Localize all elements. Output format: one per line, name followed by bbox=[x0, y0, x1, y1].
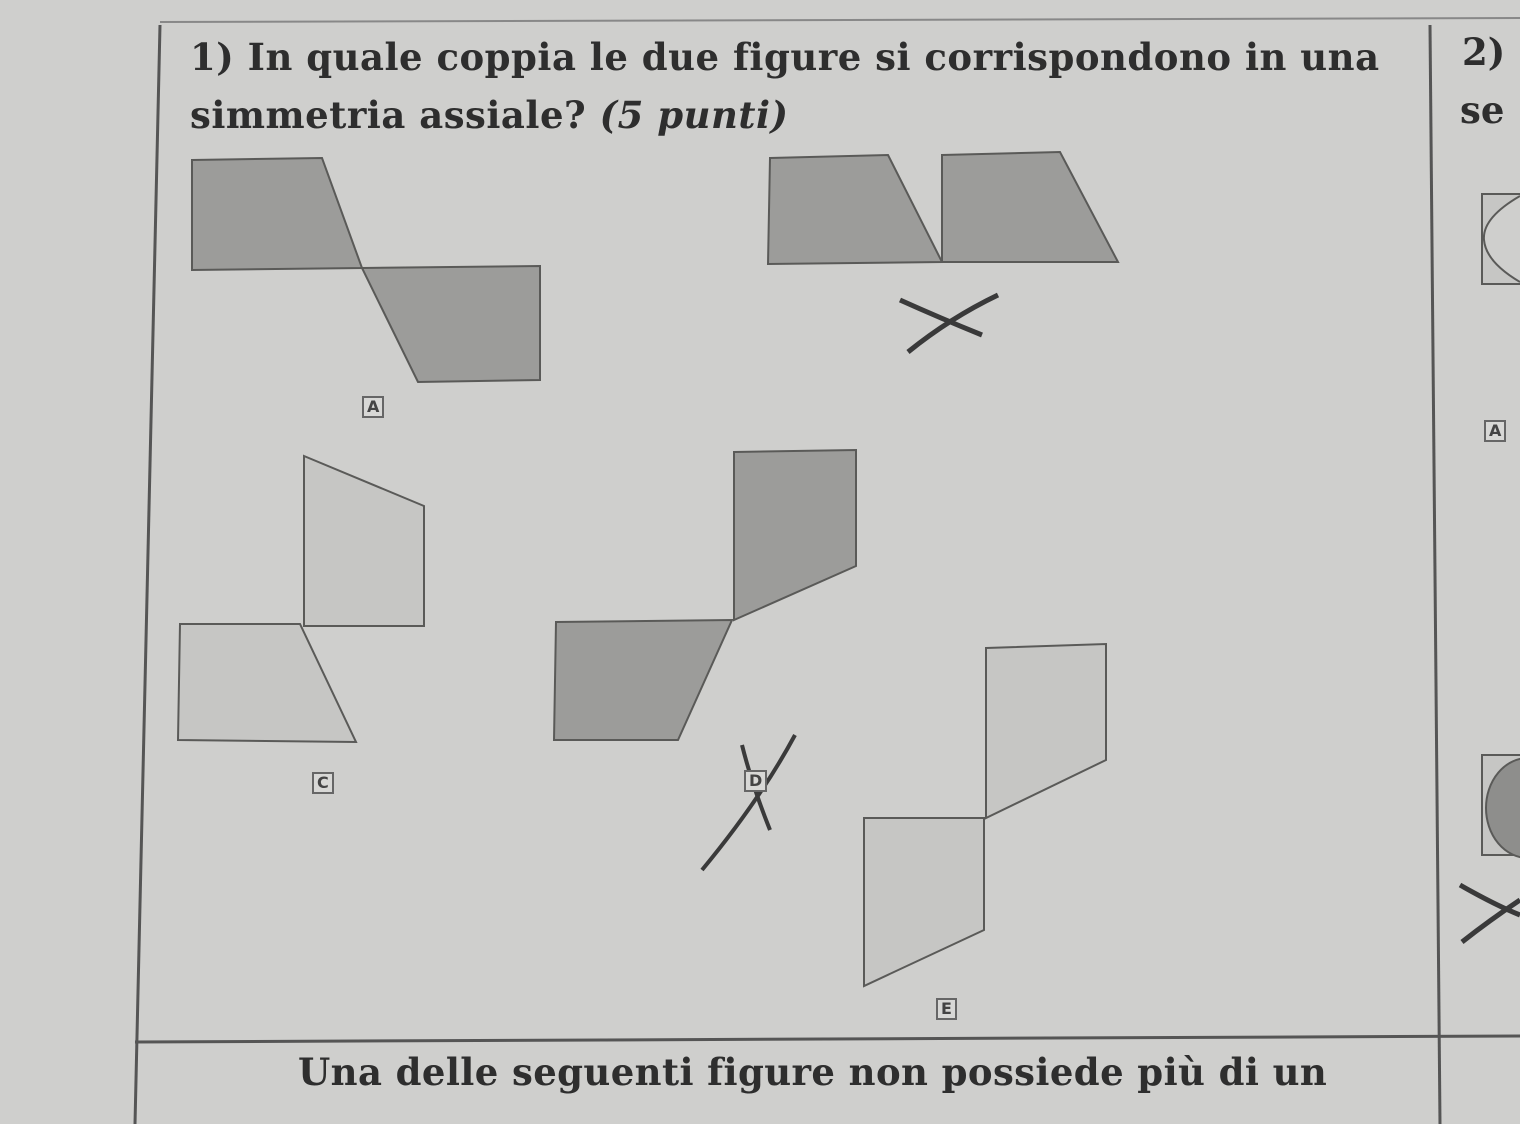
pair-e-shape-2 bbox=[864, 818, 984, 986]
cross-mark-b bbox=[900, 295, 998, 352]
pair-b-shape-2 bbox=[942, 152, 1118, 262]
q2-option-label-a[interactable]: A bbox=[1484, 420, 1506, 442]
question-1-title bbox=[190, 28, 1420, 144]
question-2-number: 2) bbox=[1462, 30, 1506, 74]
next-question-text: Una delle seguenti figure non possiede più di un bbox=[298, 1050, 1328, 1094]
option-label-c[interactable]: C bbox=[312, 772, 334, 794]
pair-b[interactable] bbox=[768, 152, 1118, 264]
table-row-divider bbox=[135, 1036, 1520, 1042]
pair-a-shape-1 bbox=[192, 158, 362, 270]
question-1-text: 1) In quale coppia le due figure si corrispondono in una simmetria assiale? bbox=[190, 35, 1380, 137]
q2-figure-bottom bbox=[1482, 755, 1520, 858]
table-left-border bbox=[135, 25, 160, 1124]
option-label-e[interactable]: E bbox=[936, 998, 957, 1020]
pair-d-shape-1 bbox=[734, 450, 856, 620]
pair-d[interactable] bbox=[554, 450, 856, 740]
pair-c-shape-1 bbox=[304, 456, 424, 626]
option-label-d[interactable]: D bbox=[744, 770, 767, 792]
pair-a[interactable] bbox=[192, 158, 540, 382]
option-label-a[interactable]: A bbox=[362, 396, 384, 418]
table-top-border bbox=[160, 18, 1520, 22]
q2-cross-mark bbox=[1460, 885, 1520, 942]
q2-figure-top bbox=[1482, 194, 1520, 284]
pair-c-shape-2 bbox=[178, 624, 356, 742]
pair-d-shape-2 bbox=[554, 620, 732, 740]
pair-b-shape-1 bbox=[768, 155, 942, 264]
pair-e[interactable] bbox=[864, 644, 1106, 986]
pair-a-shape-2 bbox=[362, 266, 540, 382]
table-column-divider bbox=[1430, 25, 1440, 1124]
pair-e-shape-1 bbox=[986, 644, 1106, 818]
question-1-points: (5 punti) bbox=[599, 93, 789, 137]
question-2-fragment: se bbox=[1460, 88, 1505, 132]
cross-mark-d bbox=[702, 735, 795, 870]
pair-c[interactable] bbox=[178, 456, 424, 742]
